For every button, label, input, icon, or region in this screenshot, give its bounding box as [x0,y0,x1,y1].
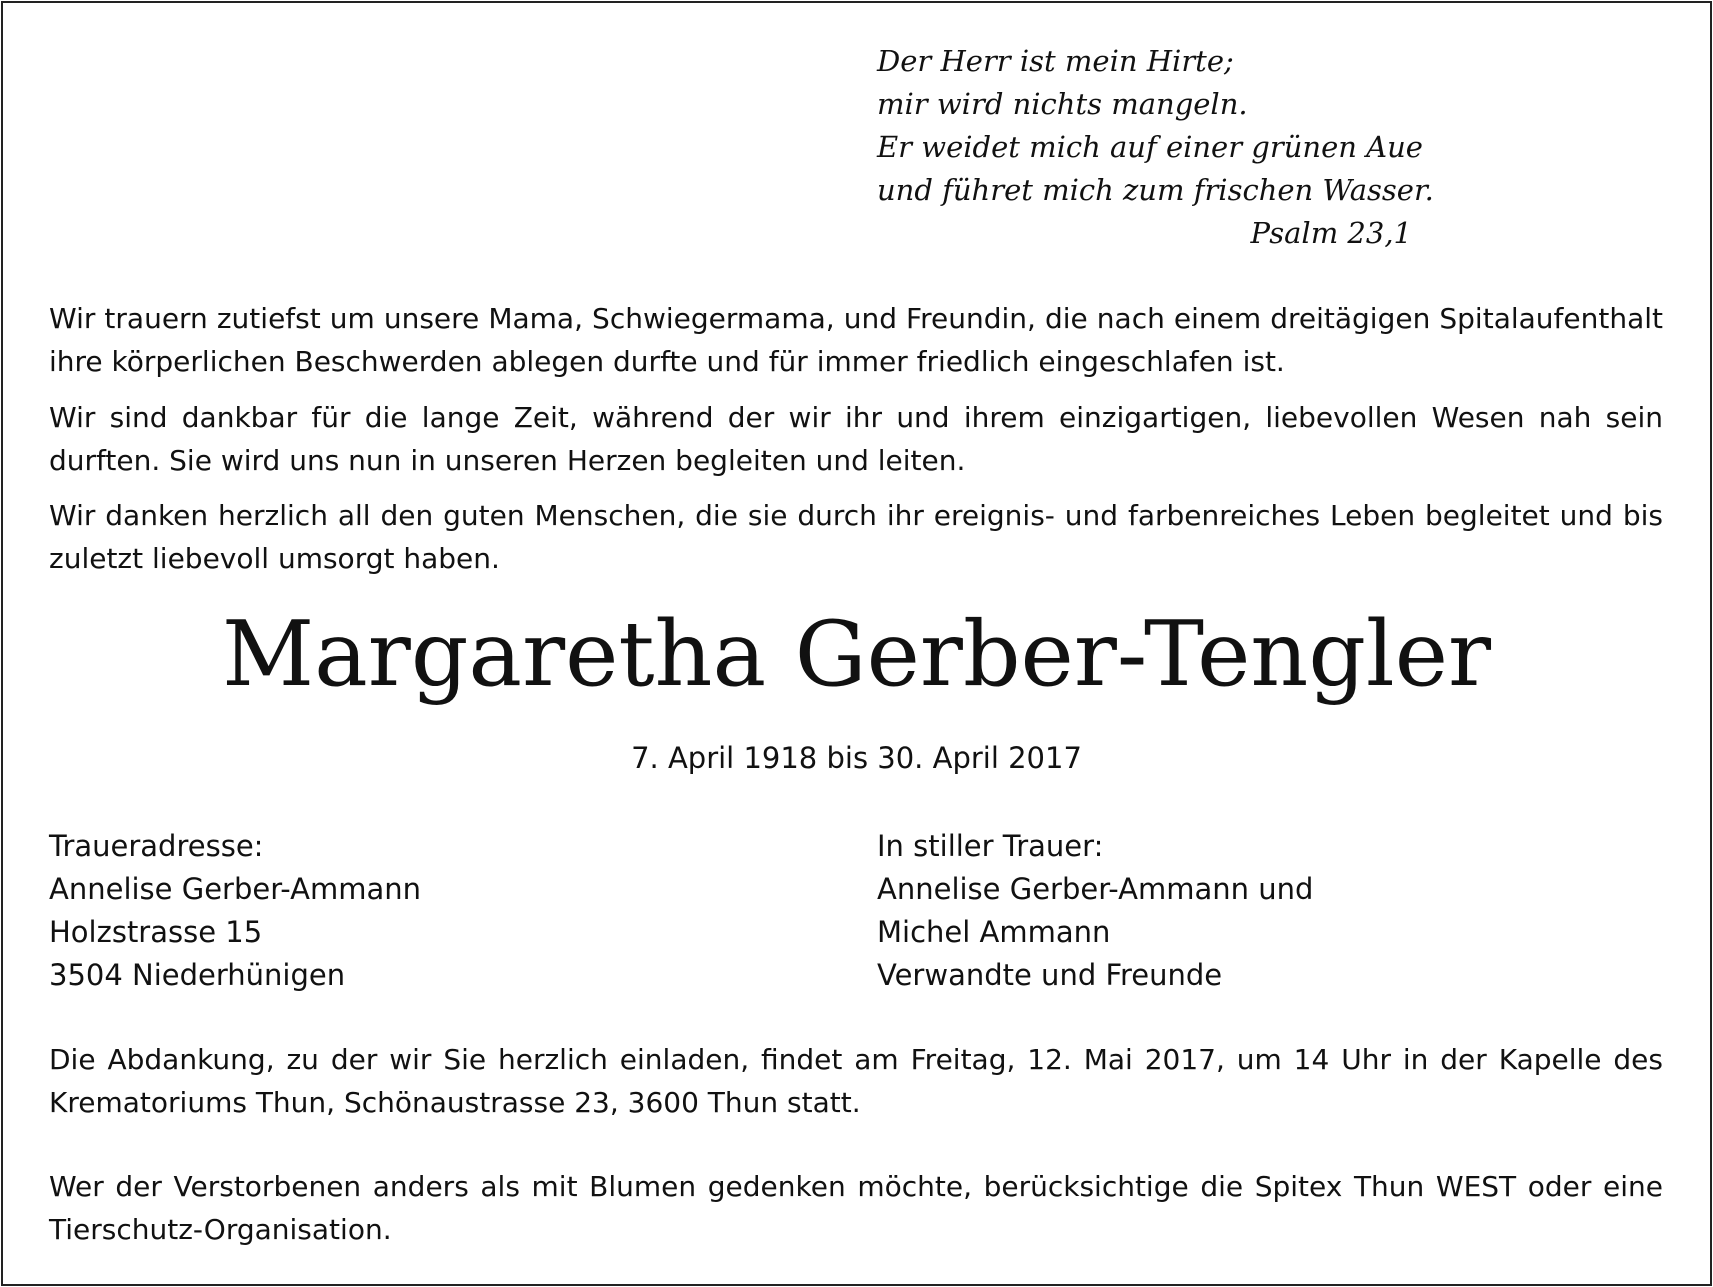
ceremony-paragraph: Die Abdankung, zu der wir Sie herzlich einladen, findet am Freitag, 12. Mai 2017, um 14 Uhr in der Kapelle des Krematoriums Thun, Schönaustrasse 23, 3600 Thun statt. [49,1043,1663,1119]
mourner-line: Annelise Gerber-Ammann und [877,872,1314,906]
gratitude-paragraph: Wir sind dankbar für die lange Zeit, während der wir ihr und ihrem einzigartigen, liebevollen Wesen nah sein durften. Sie wird uns nun in unseren Herzen begleiten und leiten. [49,401,1663,477]
mourner-line: Verwandte und Freunde [877,958,1223,992]
mourner-line: Michel Ammann [877,915,1111,949]
donation-paragraph: Wer der Verstorbenen anders als mit Blumen gedenken möchte, berücksichtige die Spitex Thun WEST oder eine Tierschutz-Organisation. [49,1170,1663,1246]
life-dates: 7. April 1918 bis 30. April 2017 [631,741,1082,775]
thanks-paragraph: Wir danken herzlich all den guten Menschen, die sie durch ihr ereignis- und farbenreiches Leben begleitet und bis zuletzt liebevoll umsorgt haben. [49,499,1663,575]
mourning-paragraph: Wir trauern zutiefst um unsere Mama, Schwiegermama, und Freundin, die nach einem dreitägigen Spitalaufenthalt ihre körperlichen Beschwerden ablegen durfte und für immer friedlich eingeschlafen ist. [49,302,1663,378]
mourners-label: In stiller Trauer: [877,829,1104,863]
deceased-name: Margaretha Gerber-Tengler [221,602,1491,707]
psalm-line: Er weidet mich auf einer grünen Aue [877,130,1423,164]
psalm-line: mir wird nichts mangeln. [877,87,1248,121]
address-line: 3504 Niederhünigen [49,958,346,992]
address-label: Traueradresse: [49,829,264,863]
psalm-reference: Psalm 23,1 [1250,216,1412,250]
psalm-quote [877,40,1434,255]
psalm-line: Der Herr ist mein Hirte; [877,44,1234,78]
address-line: Holzstrasse 15 [49,915,263,949]
mourning-address [49,825,829,997]
address-line: Annelise Gerber-Ammann [49,872,421,906]
psalm-line: und führet mich zum frischen Wasser. [877,173,1434,207]
mourners-list [877,825,1657,997]
